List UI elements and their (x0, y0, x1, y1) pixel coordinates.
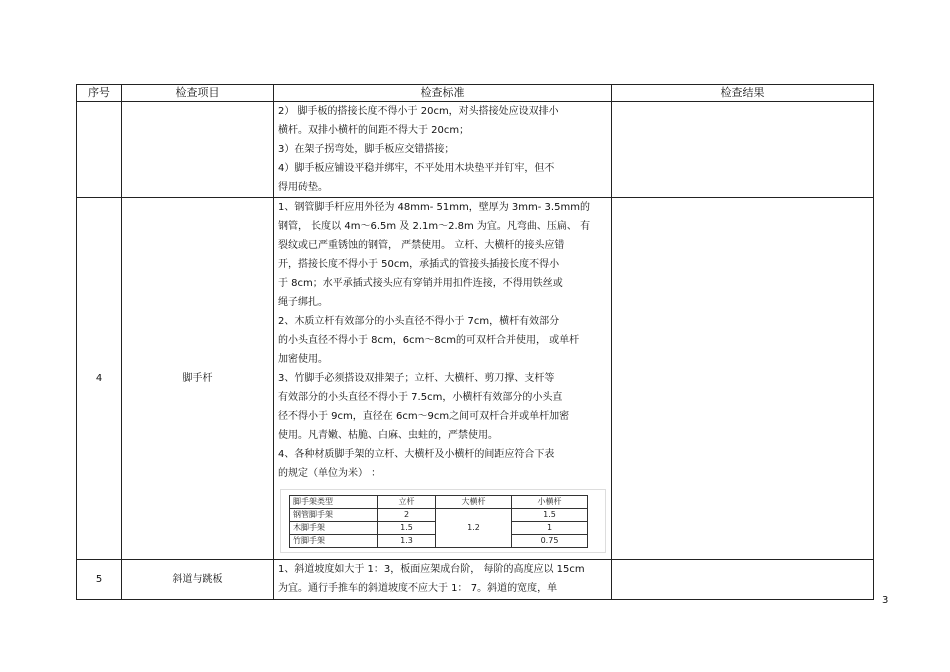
standard-line: 使用。凡青嫩、枯脆、白麻、虫蛀的，严禁使用。 (278, 430, 498, 441)
standard-line: 为宜。通行手推车的斜道坡度不应大于 1： 7。斜道的宽度，单 (278, 583, 558, 594)
standard-text-clip (278, 560, 607, 598)
subtable-cell: 木脚手架 (290, 522, 378, 535)
row-item: 斜道与跳板 (122, 560, 274, 600)
spacing-subtable (289, 495, 588, 548)
standard-line: 绳子绑扎。 (278, 297, 328, 308)
table-row (77, 560, 874, 600)
row-number (77, 102, 122, 198)
standard-line: 1、钢管脚手杆应用外径为 48mm- 51mm，壁厚为 3mm- 3.5mm的 (278, 202, 590, 213)
header-standard: 检查标准 (274, 85, 612, 102)
table-header-row (77, 85, 874, 102)
header-number: 序号 (77, 85, 122, 102)
subtable-cell: 1.3 (378, 535, 436, 548)
standard-line: 加密使用。 (278, 354, 328, 365)
row-number: 5 (77, 560, 122, 600)
inspection-table (76, 84, 874, 600)
row-result (612, 560, 874, 600)
standard-line: 的小头直径不得小于 8cm，6cm～8cm的可双杆合并使用， 或单杆 (278, 335, 580, 346)
standard-line: 3）在架子拐弯处，脚手板应交错搭接； (278, 144, 455, 155)
header-item: 检查项目 (122, 85, 274, 102)
row-standard (274, 560, 612, 600)
row-result (612, 102, 874, 198)
subtable-cell: 竹脚手架 (290, 535, 378, 548)
subtable-header: 立杆 (378, 496, 436, 509)
standard-line: 横杆。双排小横杆的间距不得大于 20cm； (278, 125, 470, 136)
subtable-cell-merged: 1.2 (436, 509, 512, 548)
standard-line: 裂纹或已严重锈蚀的钢管， 严禁使用。 立杆、大横杆的接头应错 (278, 240, 565, 251)
subtable-cell: 2 (378, 509, 436, 522)
row-item (122, 102, 274, 198)
standard-line: 2） 脚手板的搭接长度不得小于 20cm，对头搭接处应设双排小 (278, 106, 559, 117)
subtable-cell: 钢管脚手架 (290, 509, 378, 522)
header-result: 检查结果 (612, 85, 874, 102)
standard-line: 得用砖垫。 (278, 182, 328, 193)
subtable-cell: 1.5 (512, 509, 588, 522)
table-row (77, 198, 874, 560)
standard-line: 2、木质立杆有效部分的小头直径不得小于 7cm，横杆有效部分 (278, 316, 560, 327)
row-result (612, 198, 874, 560)
standard-line: 的规定（单位为米） ： (278, 468, 382, 479)
row-standard (274, 102, 612, 198)
subtable-cell: 1.5 (378, 522, 436, 535)
standard-line: 3、竹脚手必须搭设双排架子；立杆、大横杆、剪刀撑、支杆等 (278, 373, 555, 384)
row-standard (274, 198, 612, 560)
subtable-cell: 1 (512, 522, 588, 535)
standard-line: 径不得小于 9cm，直径在 6cm～9cm之间可双杆合并或单杆加密 (278, 411, 570, 422)
page-number: 3 (882, 595, 889, 606)
subtable-header: 脚手架类型 (290, 496, 378, 509)
subtable-header: 小横杆 (512, 496, 588, 509)
table-row (77, 102, 874, 198)
spacing-subtable-box (280, 489, 606, 553)
subtable-header: 大横杆 (436, 496, 512, 509)
subtable-header-row (290, 496, 588, 509)
row-number: 4 (77, 198, 122, 560)
standard-line: 4、各种材质脚手架的立杆、大横杆及小横杆的间距应符合下表 (278, 449, 555, 460)
subtable-row (290, 509, 588, 522)
row-item: 脚手杆 (122, 198, 274, 560)
standard-line: 钢管， 长度以 4m～6.5m 及 2.1m～2.8m 为宜。凡弯曲、压扁、 有 (278, 221, 591, 232)
standard-line: 1、斜道坡度如大于 1：3，板面应架成台阶， 每阶的高度应以 15cm (278, 564, 585, 575)
subtable-cell: 0.75 (512, 535, 588, 548)
standard-line: 4）脚手板应铺设平稳并绑牢，不平处用木块垫平并钉牢，但不 (278, 163, 555, 174)
standard-line: 开，搭接长度不得小于 50cm，承插式的管接头插接长度不得小 (278, 259, 560, 270)
standard-line: 有效部分的小头直径不得小于 7.5cm，小横杆有效部分的小头直 (278, 392, 563, 403)
standard-line: 于 8cm；水平承插式接头应有穿销并用扣件连接，不得用铁丝或 (278, 278, 563, 289)
